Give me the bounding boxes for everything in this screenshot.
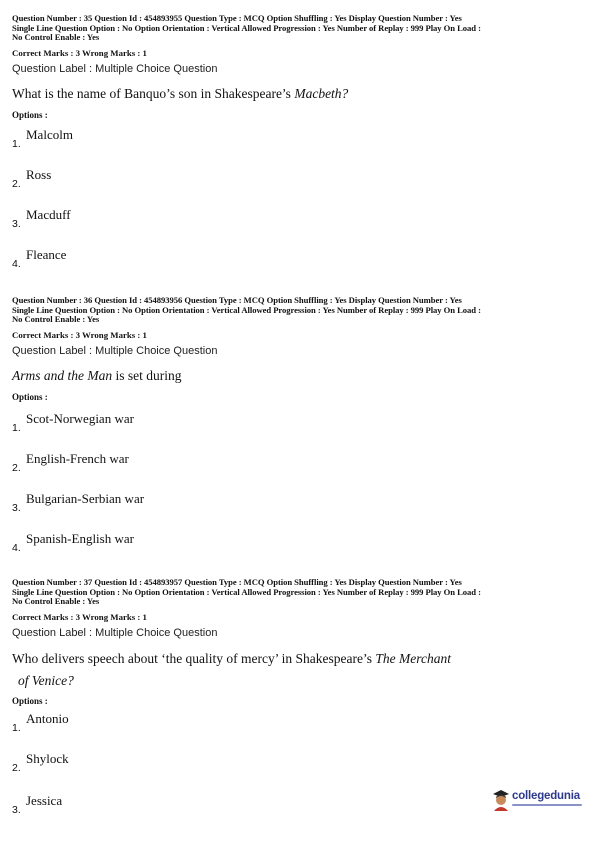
question-meta: Question Number : 37 Question Id : 454893957 Question Type : MCQ Option Shuffling : Yes Display Question Number : Yes Single Line Question Option : No Option Orientation : Vertical Allowed Progression : Yes Number of Replay : 999 Play On Load : No Control Enable : Yes <box>12 577 481 607</box>
question-marks: Correct Marks : 3 Wrong Marks : 1 <box>12 329 147 340</box>
option-item[interactable]: 1. Antonio <box>12 710 69 734</box>
question-label: Question Label : Multiple Choice Question <box>12 344 218 357</box>
options-heading: Options : <box>12 109 48 120</box>
option-item[interactable]: 4. Fleance <box>12 246 67 270</box>
option-item[interactable]: 1. Scot-Norwegian war <box>12 410 134 434</box>
option-item[interactable]: 3. Jessica <box>12 792 63 816</box>
graduate-avatar-icon <box>491 789 511 811</box>
collegedunia-logo <box>491 787 586 815</box>
options-heading: Options : <box>12 695 48 706</box>
question-text: Arms and the Man is set during <box>12 367 182 383</box>
question-marks: Correct Marks : 3 Wrong Marks : 1 <box>12 47 147 58</box>
brand-tagline-bar <box>512 804 582 806</box>
option-item[interactable]: 2. Ross <box>12 166 52 190</box>
question-marks: Correct Marks : 3 Wrong Marks : 1 <box>12 611 147 622</box>
question-meta: Question Number : 35 Question Id : 454893955 Question Type : MCQ Option Shuffling : Yes Display Question Number : Yes Single Line Question Option : No Option Orientation : Vertical Allowed Progression : Yes Number of Replay : 999 Play On Load : No Control Enable : Yes <box>12 13 481 43</box>
brand-name: collegedunia <box>512 790 580 802</box>
question-label: Question Label : Multiple Choice Question <box>12 62 218 75</box>
option-item[interactable]: 2. Shylock <box>12 750 69 774</box>
question-text: What is the name of Banquo’s son in Shakespeare’s Macbeth? <box>12 85 349 101</box>
options-heading: Options : <box>12 391 48 402</box>
option-item[interactable]: 2. English-French war <box>12 450 129 474</box>
option-item[interactable]: 3. Macduff <box>12 206 71 230</box>
options-list <box>12 127 584 287</box>
option-item[interactable]: 1. Malcolm <box>12 126 73 150</box>
question-meta: Question Number : 36 Question Id : 454893956 Question Type : MCQ Option Shuffling : Yes Display Question Number : Yes Single Line Question Option : No Option Orientation : Vertical Allowed Progression : Yes Number of Replay : 999 Play On Load : No Control Enable : Yes <box>12 295 481 325</box>
option-item[interactable]: 4. Spanish-English war <box>12 530 134 554</box>
option-item[interactable]: 3. Bulgarian-Serbian war <box>12 490 145 514</box>
options-list <box>12 411 584 571</box>
question-35 <box>12 14 584 287</box>
question-text: Who delivers speech about ‘the quality of mercy’ in Shakespeare’s The Merchant of Venice? <box>12 650 451 688</box>
question-36 <box>12 296 584 571</box>
question-label: Question Label : Multiple Choice Question <box>12 626 218 639</box>
